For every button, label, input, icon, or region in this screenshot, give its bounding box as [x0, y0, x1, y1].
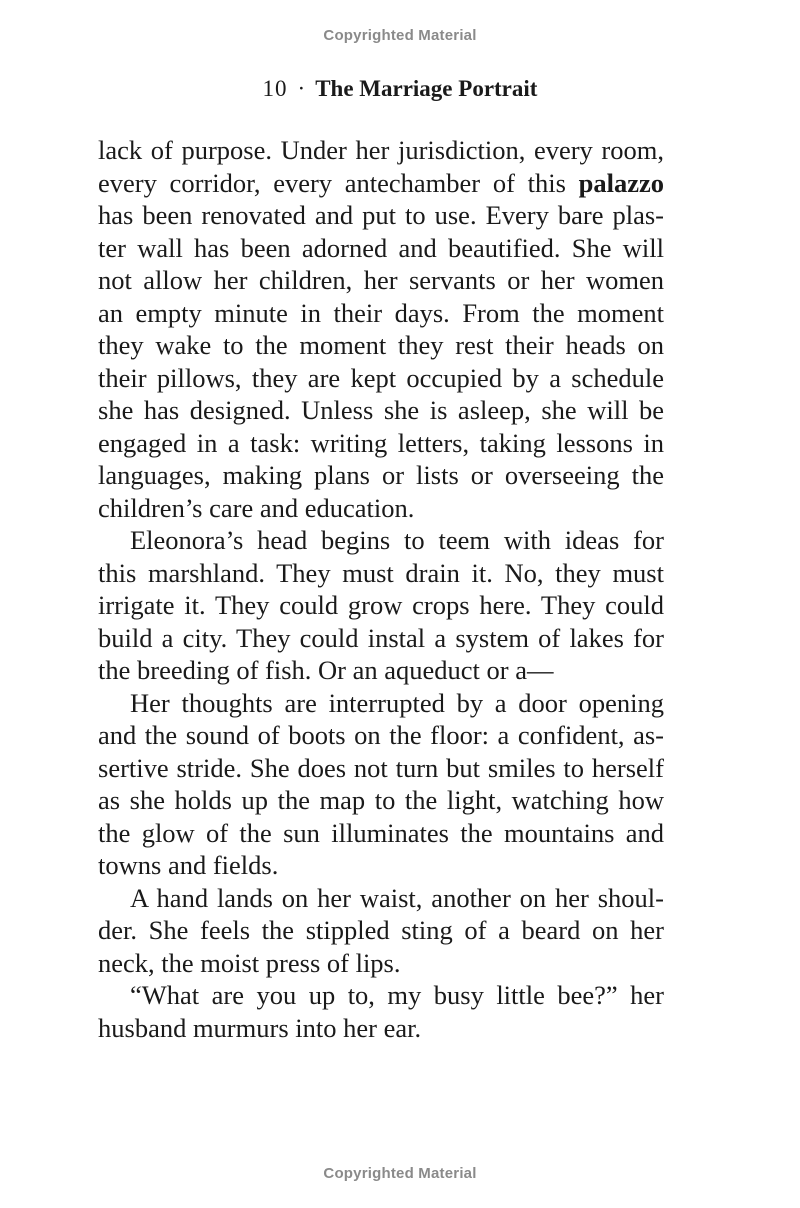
text-line: [98, 492, 664, 525]
text-run: ter wall has been adorned and beautified. She will: [98, 232, 664, 263]
text-line: [98, 914, 664, 947]
paragraph: [98, 979, 664, 1044]
text-run: build a city. They could instal a system of lakes for: [98, 622, 664, 653]
text-line: [98, 1012, 664, 1045]
text-run: an empty minute in their days. From the moment: [98, 297, 664, 328]
text-line: [98, 817, 664, 850]
text-run: irrigate it. They could grow crops here. They could: [98, 590, 664, 620]
text-run: “What are you up to, my busy little bee?” her: [130, 980, 664, 1010]
text-line: [98, 199, 664, 232]
text-run: this marshland. They must drain it. No, they must: [98, 557, 664, 588]
text-run: A hand lands on her waist, another on her shoul-: [130, 882, 664, 913]
copyright-watermark-bottom: Copyrighted Material: [323, 1165, 477, 1182]
text-run: neck, the moist press of lips.: [98, 947, 401, 978]
copyright-watermark-top: Copyrighted Material: [323, 27, 477, 44]
text-run: every corridor, every antechamber of this: [98, 167, 579, 198]
body-text: [98, 134, 664, 1044]
text-line: [98, 329, 664, 362]
text-line: [98, 849, 664, 882]
book-title: The Marriage Portrait: [315, 76, 538, 101]
text-run: towns and fields.: [98, 850, 279, 880]
text-run: they wake to the moment they rest their heads on: [98, 330, 664, 360]
text-line: [98, 719, 664, 752]
text-line: [98, 654, 664, 687]
text-line: [98, 589, 664, 622]
text-line: [98, 134, 664, 167]
text-run: engaged in a task: writing letters, taking lessons in: [98, 427, 664, 458]
text-run: languages, making plans or lists or overseeing the: [98, 460, 664, 490]
text-run: and the sound of boots on the floor: a confident, as-: [98, 720, 664, 750]
text-run: Her thoughts are interrupted by a door opening: [130, 687, 664, 718]
text-run: their pillows, they are kept occupied by a schedule: [98, 362, 664, 393]
header-separator: ·: [297, 76, 306, 101]
text-line: [98, 557, 664, 590]
text-run: as she holds up the map to the light, watching how: [98, 785, 664, 815]
text-run: she has designed. Unless she is asleep, she will be: [98, 395, 664, 425]
text-line: [98, 784, 664, 817]
bold-term: palazzo: [578, 167, 664, 198]
text-line: [98, 524, 664, 557]
text-line: [98, 167, 664, 200]
text-run: the breeding of fish. Or an aqueduct or a—: [98, 655, 554, 685]
paragraph: [98, 134, 664, 524]
text-run: has been renovated and put to use. Every bare plas-: [98, 200, 664, 230]
text-line: [98, 264, 664, 297]
text-line: [98, 979, 664, 1012]
text-run: Eleonora’s head begins to teem with ideas for: [130, 525, 664, 555]
text-run: husband murmurs into her ear.: [98, 1012, 422, 1043]
text-line: [98, 687, 664, 720]
text-run: der. She feels the stippled sting of a beard on her: [98, 915, 664, 945]
text-run: children’s care and education.: [98, 492, 415, 523]
paragraph: [98, 687, 664, 882]
text-line: [98, 297, 664, 330]
text-line: [98, 459, 664, 492]
text-line: [98, 362, 664, 395]
text-run: lack of purpose. Under her jurisdiction, every room,: [98, 135, 664, 165]
text-line: [98, 622, 664, 655]
text-run: not allow her children, her servants or her women: [98, 265, 664, 295]
text-line: [98, 882, 664, 915]
text-line: [98, 427, 664, 460]
paragraph: [98, 882, 664, 980]
text-line: [98, 752, 664, 785]
text-line: [98, 232, 664, 265]
paragraph: [98, 524, 664, 687]
running-head: [0, 76, 800, 102]
text-line: [98, 394, 664, 427]
text-run: sertive stride. She does not turn but smiles to herself: [98, 752, 664, 783]
page-number: 10: [262, 76, 288, 101]
text-line: [98, 947, 664, 980]
text-run: the glow of the sun illuminates the mountains and: [98, 817, 664, 848]
